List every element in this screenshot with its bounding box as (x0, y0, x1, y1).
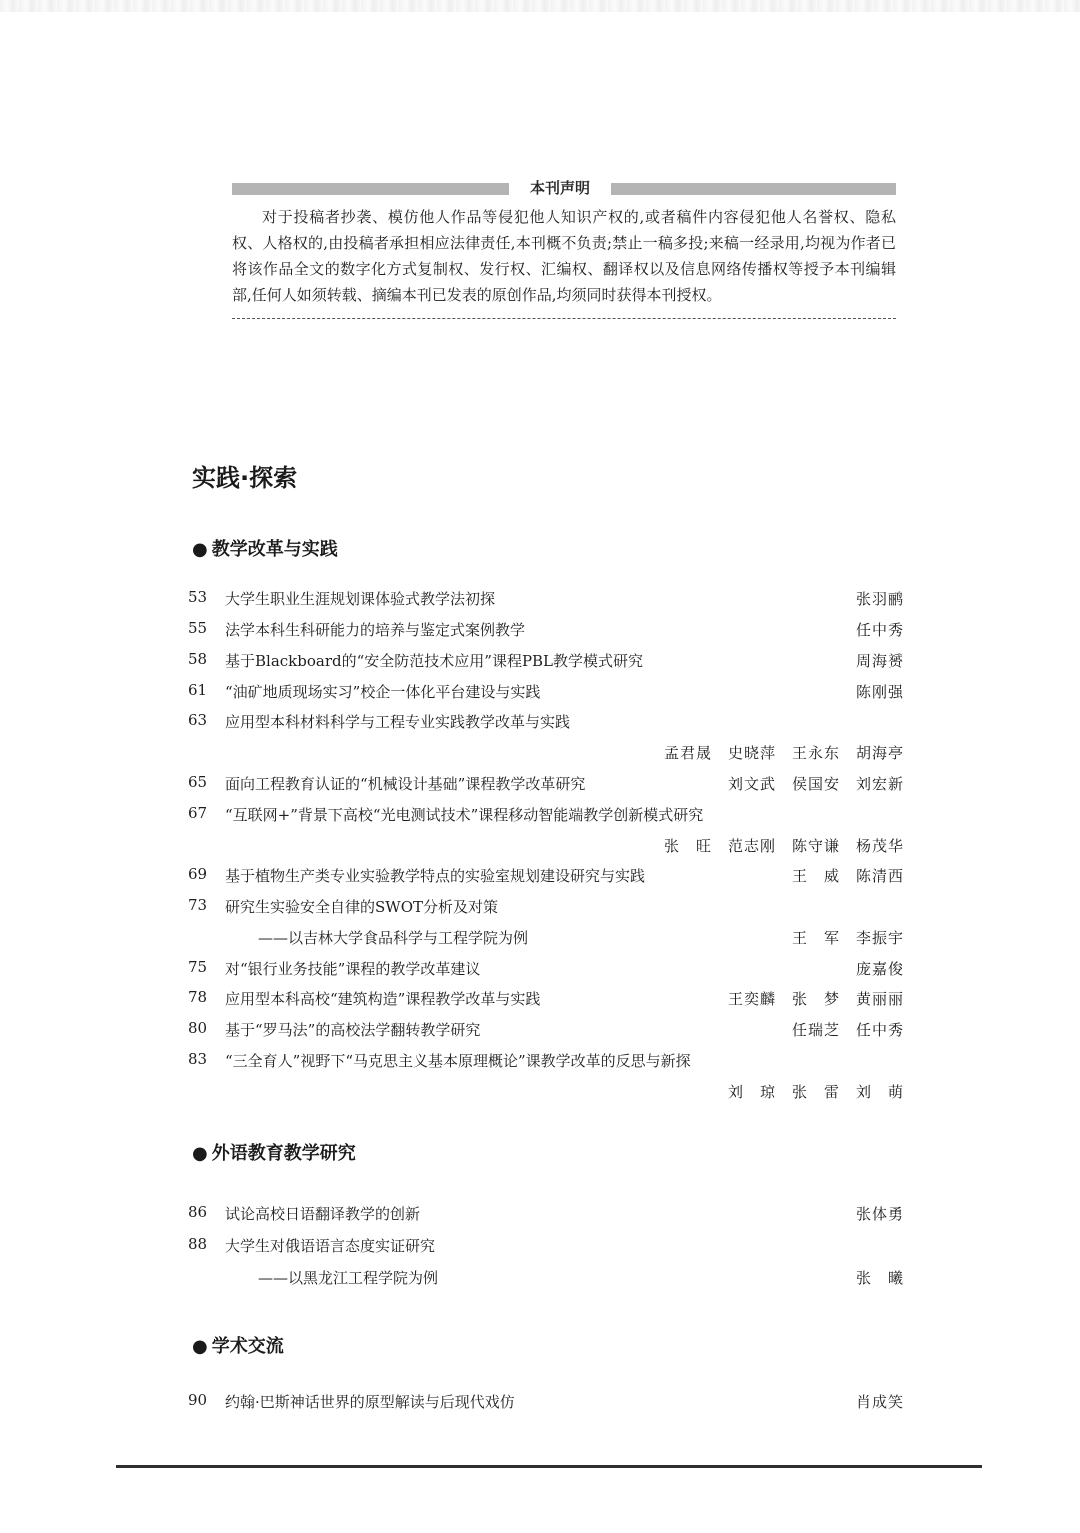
toc-entry[interactable] (188, 588, 904, 612)
notice-title: 本刊声明 (529, 179, 590, 197)
bullet-icon: ● (192, 1336, 208, 1357)
entry-page: 83 (188, 1050, 208, 1068)
bullet-icon: ● (192, 1143, 208, 1164)
entry-subtitle: ——以吉林大学食品科学与工程学院为例 (258, 929, 529, 947)
category-heading (192, 535, 338, 561)
entry-subtitle: ——以黑龙江工程学院为例 (258, 1269, 439, 1287)
entry-authors: 张 旺 范志刚 陈守谦 杨茂华 (663, 837, 904, 855)
entry-page: 69 (188, 865, 208, 883)
entry-title[interactable]: 研究生实验安全自律的SWOT分析及对策 (225, 898, 498, 916)
entry-title[interactable]: “油矿地质现场实习”校企一体化平台建设与实践 (225, 683, 541, 701)
entry-authors: 孟君晟 史晓萍 王永东 胡海亭 (663, 744, 904, 762)
entry-authors: 王 军 李振宇 (791, 929, 904, 947)
entry-page: 61 (188, 681, 208, 699)
category-heading (192, 1139, 356, 1165)
entry-authors: 周海赟 (855, 652, 904, 670)
bottom-rule (116, 1465, 982, 1468)
entry-title[interactable]: 基于植物生产类专业实验教学特点的实验室规划建设研究与实践 (225, 867, 646, 885)
entry-authors: 张 曦 (855, 1269, 904, 1287)
entry-authors: 陈刚强 (855, 683, 904, 701)
entry-title[interactable]: 法学本科生科研能力的培养与鉴定式案例教学 (225, 621, 526, 639)
entry-page: 90 (188, 1391, 208, 1409)
category-name: 学术交流 (211, 1336, 284, 1357)
entry-page: 65 (188, 773, 208, 791)
entry-page: 53 (188, 588, 208, 606)
toc-entry-authors-line (188, 835, 904, 859)
section-title: 实践·探索 (192, 464, 298, 492)
entry-page: 78 (188, 988, 208, 1006)
toc-entry[interactable] (188, 1391, 904, 1415)
toc-entry[interactable] (188, 804, 904, 828)
entry-title[interactable]: 大学生职业生涯规划课体验式教学法初探 (225, 590, 496, 608)
entry-title[interactable]: 大学生对俄语语言态度实证研究 (225, 1237, 436, 1255)
entry-authors: 王 威 陈清西 (791, 867, 904, 885)
entry-title[interactable]: 对“银行业务技能”课程的教学改革建议 (225, 960, 481, 978)
toc-entry[interactable] (188, 1019, 904, 1043)
entry-authors: 庞嘉俊 (855, 960, 904, 978)
toc-entry[interactable] (188, 1203, 904, 1227)
entry-page: 58 (188, 650, 208, 668)
entry-title[interactable]: 基于Blackboard的“安全防范技术应用”课程PBL教学模式研究 (225, 652, 644, 670)
entry-authors: 刘 琼 张 雷 刘 萌 (727, 1083, 904, 1101)
entry-page: 73 (188, 896, 208, 914)
category-name: 外语教育教学研究 (211, 1143, 356, 1164)
notice-dashed-divider (232, 318, 896, 319)
toc-entry[interactable] (188, 865, 904, 889)
entry-title[interactable]: 应用型本科高校“建筑构造”课程教学改革与实践 (225, 990, 541, 1008)
toc-entry-authors-line (188, 742, 904, 766)
notice-body: 对于投稿者抄袭、模仿他人作品等侵犯他人知识产权的,或者稿件内容侵犯他人名誉权、隐私权、人格权的,由投稿者承担相应法律责任,本刊概不负责;禁止一稿多投;来稿一经录用,均视为作者已将该作品全文的数字化方式复制权、发行权、汇编权、翻译权以及信息网络传播权等授予本刊编辑部,任何人如须转载、摘编本刊已发表的原创作品,均须同时获得本刊授权。 (232, 208, 896, 304)
entry-page: 75 (188, 958, 208, 976)
toc-entry[interactable] (188, 711, 904, 735)
entry-title[interactable]: “互联网+”背景下高校“光电测试技术”课程移动智能端教学创新模式研究 (225, 806, 704, 824)
entry-page: 88 (188, 1235, 208, 1253)
category-heading (192, 1332, 284, 1358)
notice-header (232, 176, 896, 202)
entry-authors: 肖成笑 (855, 1393, 904, 1411)
journal-notice (232, 176, 896, 319)
entry-title[interactable]: 试论高校日语翻译教学的创新 (225, 1205, 421, 1223)
entry-title[interactable]: 面向工程教育认证的“机械设计基础”课程教学改革研究 (225, 775, 586, 793)
entry-authors: 任瑞芝 任中秀 (791, 1021, 904, 1039)
notice-bar-right (611, 183, 896, 195)
entry-page: 86 (188, 1203, 208, 1221)
entry-title[interactable]: 约翰·巴斯神话世界的原型解读与后现代戏仿 (225, 1393, 515, 1411)
entry-authors: 王奕麟 张 梦 黄丽丽 (727, 990, 904, 1008)
entry-authors: 刘文武 侯国安 刘宏新 (727, 775, 904, 793)
entry-title[interactable]: 基于“罗马法”的高校法学翻转教学研究 (225, 1021, 481, 1039)
notice-bar-left (232, 183, 509, 195)
toc-entry[interactable] (188, 773, 904, 797)
toc-entry-authors-line (188, 1081, 904, 1105)
entry-page: 63 (188, 711, 208, 729)
toc-entry[interactable] (188, 619, 904, 643)
bullet-icon: ● (192, 539, 208, 560)
entry-page: 67 (188, 804, 208, 822)
entry-page: 55 (188, 619, 208, 637)
entry-authors: 张羽鹂 (855, 590, 904, 608)
top-scan-band (0, 0, 1080, 12)
toc-entry[interactable] (188, 896, 904, 920)
toc-entry-subtitle-line (188, 1267, 904, 1291)
toc-entry[interactable] (188, 958, 904, 982)
entry-title[interactable]: 应用型本科材料科学与工程专业实践教学改革与实践 (225, 713, 571, 731)
toc-entry[interactable] (188, 1050, 904, 1074)
toc-entry[interactable] (188, 650, 904, 674)
toc-entry-subtitle-line (188, 927, 904, 951)
toc-entry[interactable] (188, 988, 904, 1012)
entry-authors: 张体勇 (855, 1205, 904, 1223)
entry-authors: 任中秀 (855, 621, 904, 639)
toc-entry[interactable] (188, 1235, 904, 1259)
toc-entry[interactable] (188, 681, 904, 705)
entry-page: 80 (188, 1019, 208, 1037)
entry-title[interactable]: “三全育人”视野下“马克思主义基本原理概论”课教学改革的反思与新探 (225, 1052, 691, 1070)
category-name: 教学改革与实践 (211, 539, 338, 560)
